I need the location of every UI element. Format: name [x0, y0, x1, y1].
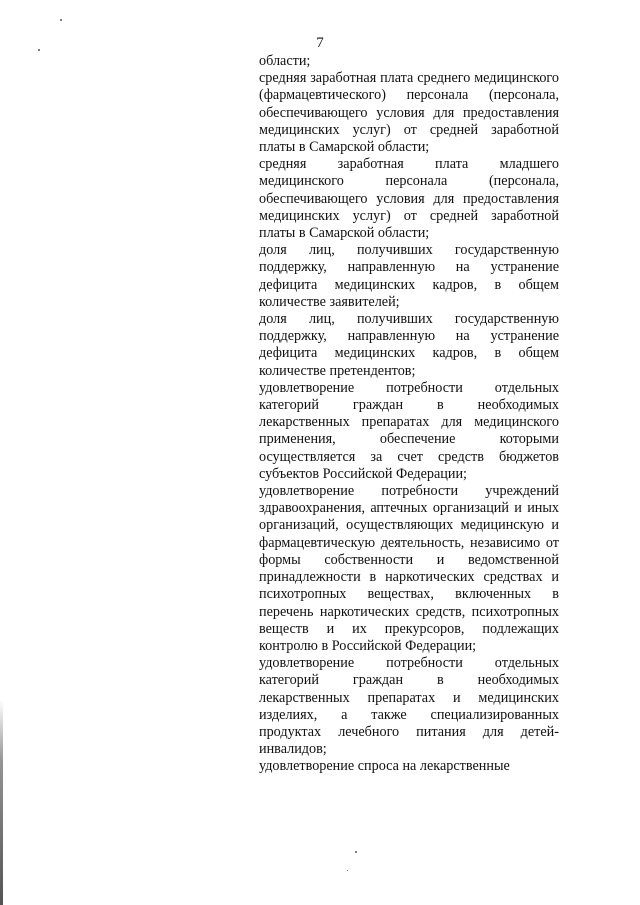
- scan-speck: [60, 19, 62, 21]
- paragraph-support-applicants: доля лиц, получивших государственную поддержку, направленную на устранение дефицита медицинских кадров, в общем количестве заявителей;: [259, 242, 559, 310]
- paragraph-drug-demand: удовлетворение спроса на лекарственные: [259, 758, 510, 775]
- scan-speck: [347, 870, 348, 871]
- paragraph-junior-staff-salary: средняя заработная плата младшего медицинского персонала (персонала, обеспечивающего условия для предоставления медицинских услуг) от средней заработной платы в Самарской области;: [259, 156, 559, 242]
- paragraph-mid-level-staff-salary: средняя заработная плата среднего медицинского (фармацевтического) персонала (персонала, обеспечивающего условия для предоставления медицинских услуг) от средней заработной платы в Самарской области;: [259, 70, 559, 156]
- paragraph-support-candidates: доля лиц, получивших государственную поддержку, направленную на устранение дефицита медицинских кадров, в общем количестве претендентов;: [259, 311, 559, 379]
- paragraph-drug-needs-citizens: удовлетворение потребности отдельных категорий граждан в необходимых лекарственных препаратах для медицинского применения, обеспечение которыми осуществляется за счет средств бюджетов субъектов Российской Федерации;: [259, 379, 559, 482]
- scan-speck: [38, 49, 40, 51]
- paragraph-regional-end: области;: [259, 53, 311, 69]
- page-number: 7: [316, 35, 324, 51]
- scan-speck: [355, 851, 357, 853]
- body-text: [259, 53, 559, 776]
- scan-edge-shadow: [0, 700, 3, 905]
- paragraph-drug-device-needs: удовлетворение потребности отдельных категорий граждан в необходимых лекарственных препаратах и медицинских изделиях, а также специализированных продуктах лечебного питания для детей-инвалидов;: [259, 655, 559, 758]
- paragraph-narcotic-needs-institutions: удовлетворение потребности учреждений здравоохранения, аптечных организаций и иных организаций, осуществляющих медицинскую и фармацевтическую деятельность, независимо от формы собственности и ведомственной принадлежности в наркотических средствах и психотропных веществах, включенных в перечень наркотических средств, психотропных веществ и их прекурсоров, подлежащих контролю в Российской Федерации;: [259, 483, 559, 654]
